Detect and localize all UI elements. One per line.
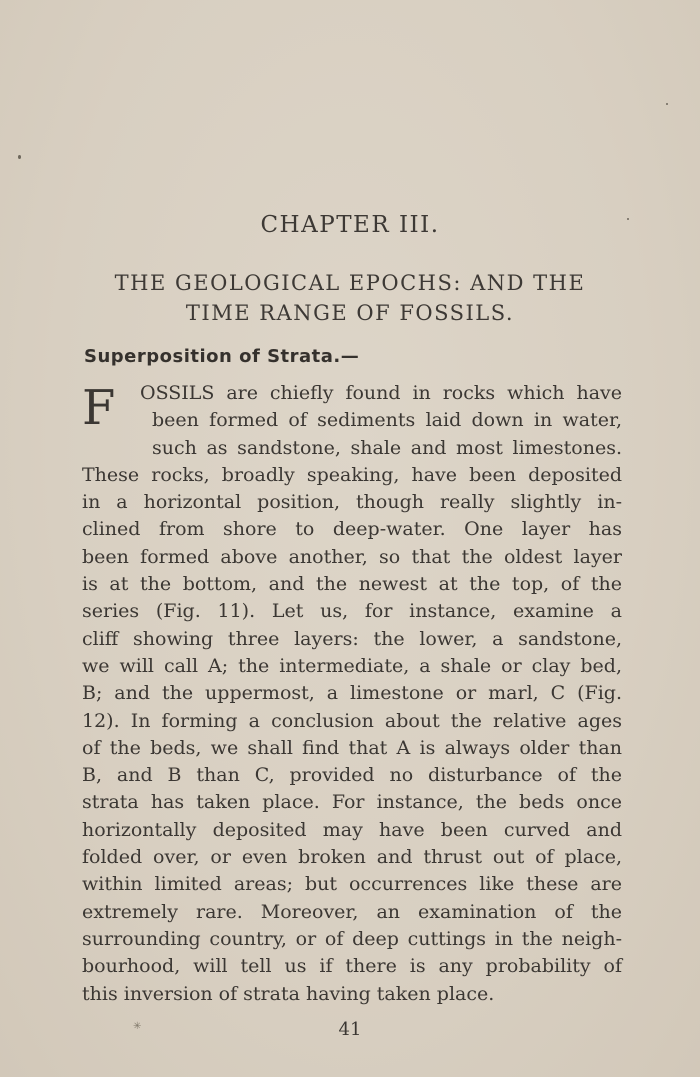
text-line: B, and B than C, provided no disturbance of the [82,764,622,787]
text-line: cliff showing three layers: the lower, a sandstone, [82,627,622,650]
text-line: folded over, or even broken and thrust out of place, [82,846,622,869]
text-line: 12). In forming a conclusion about the relative ages [82,709,622,732]
text-line: of the beds, we shall find that A is always older than [82,736,622,759]
text-line: this inversion of strata having taken place. [82,982,495,1005]
chapter-title [100,268,600,328]
text-line: within limited areas; but occurrences like these are [82,873,622,896]
text-line: such as sandstone, shale and most limestones. [152,436,622,459]
text-line: we will call A; the intermediate, a shale or clay bed, [82,654,622,677]
text-line: clined from shore to deep-water. One layer has [82,518,622,541]
body-paragraph [82,380,622,1008]
drop-cap: F [82,380,116,436]
text-line: series (Fig. 11). Let us, for instance, examine a [82,600,622,623]
text-line: strata has taken place. For instance, the beds once [82,791,622,814]
text-line: in a horizontal position, though really slightly in- [82,491,622,514]
text-line: extremely rare. Moreover, an examination of the [82,900,622,923]
text-line: been formed of sediments laid down in water, [152,409,622,432]
ornament-icon: ✳ [133,1021,142,1032]
chapter-title-line: THE GEOLOGICAL EPOCHS: AND THE [114,271,586,295]
text-line: horizontally deposited may have been curved and [82,818,622,841]
paper-speck [666,103,668,105]
text-line: been formed above another, so that the oldest layer [82,545,622,568]
text-line: OSSILS are chiefly found in rocks which have [140,382,622,404]
text-line: surrounding country, or of deep cuttings in the neigh- [82,927,622,950]
text-line: bourhood, will tell us if there is any probability of [82,955,622,978]
text-line: B; and the uppermost, a limestone or marl, C (Fig. [82,682,622,705]
paper-speck [18,155,21,159]
chapter-title-line: TIME RANGE OF FOSSILS. [185,301,515,325]
page-number: 41 [338,1019,362,1040]
section-heading: Superposition of Strata.— [84,346,360,367]
text-line: is at the bottom, and the newest at the top, of the [82,573,622,596]
text-line: These rocks, broadly speaking, have been deposited [82,463,622,486]
chapter-heading: CHAPTER III. [260,212,440,238]
